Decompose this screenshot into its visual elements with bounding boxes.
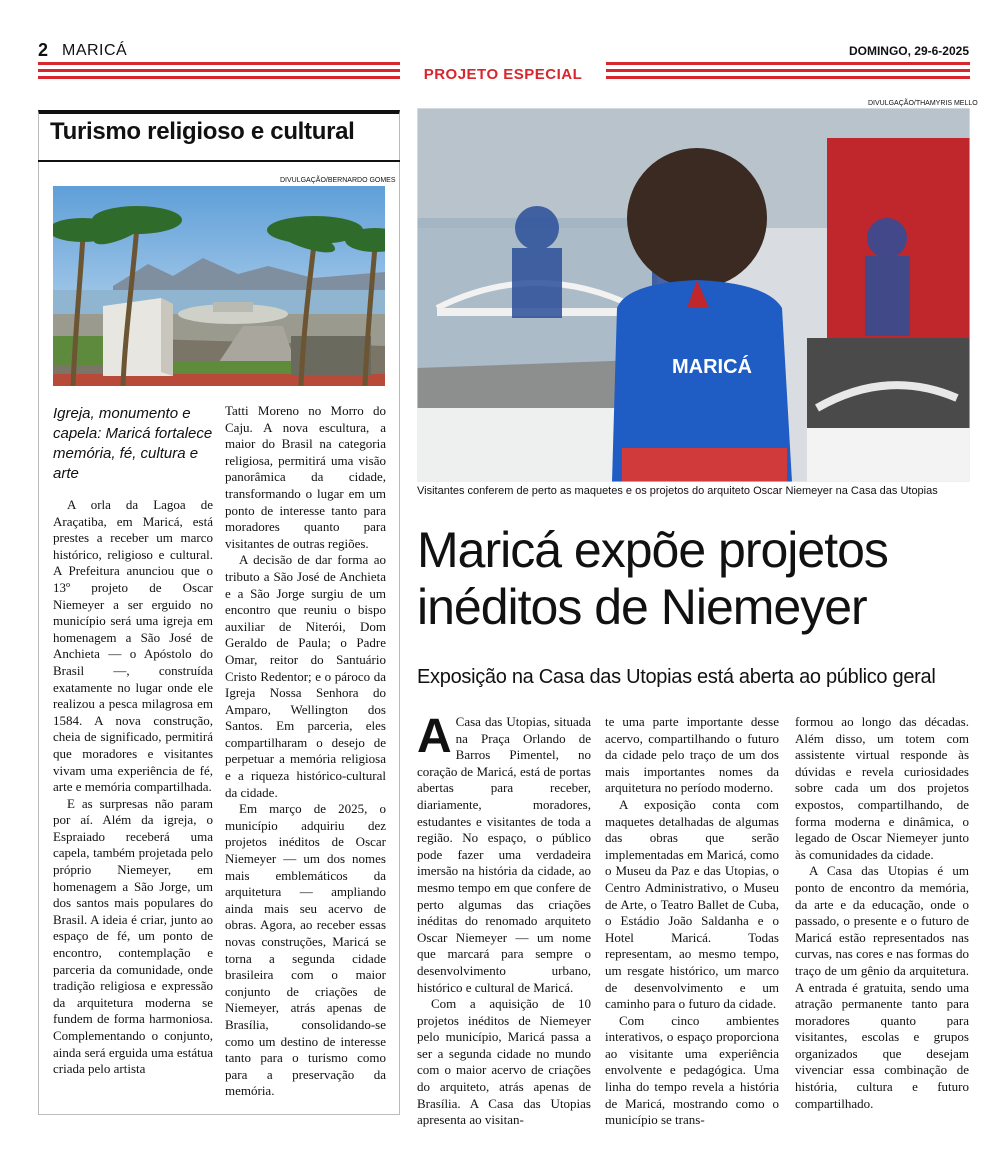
paragraph: A Casa das Utopias é um ponto de encontro da memória, da arte e da educação, onde o passado, o presente e o futuro de Maricá estão representados nas curvas, nas cores e nas formas do traço de um gênio da arquitetura. A entrada é gratuita, sendo uma atração permanente tanto para moradores quanto para visitantes, escolas e grupos organizados que desejam vivenciar essa combinação de história, cultura e futuro compartilhado.: [795, 863, 969, 1111]
main-photo: [417, 108, 970, 482]
paragraph: A orla da Lagoa de Araçatiba, em Maricá, está prestes a receber um marco histórico, religioso e cultural. A Prefeitura anunciou que o 13º projeto de Oscar Niemeyer a ser erguido no município será uma igreja em homenagem a São José de Anchieta — o Apóstolo do Brasil —, construída exatamente no lugar onde ele realizou a pesca milagrosa em 1584. A nova construção, cheia de significado, permitirá que moradores e visitantes vivam uma experiência de fé, arte e memória compartilhada.: [53, 497, 213, 795]
main-photo-caption: Visitantes conferem de perto as maquetes e os projetos do arquiteto Oscar Niemeyer na Casa das Utopias: [417, 485, 938, 497]
sidebar-photo-credit: DIVULGAÇÃO/BERNARDO GOMES: [280, 177, 396, 184]
paragraph: A decisão de dar forma ao tributo a São José de Anchieta e a São Jorge surgiu de um encontro que reuniu o bispo auxiliar de Niterói, Dom Geraldo de Paula; o Padre Omar, reitor do Santuário Cristo Redentor; e o pároco da Igreja Nossa Senhora do Amparo, Wellington dos Santos. Em parceria, eles compartilharam o desejo de perpetuar a memória religiosa e a riqueza histórico-cultural da cidade.: [225, 552, 386, 800]
main-column-1: [417, 710, 591, 1129]
lagoon-monument-illustration: [53, 186, 385, 386]
paragraph-text: Casa das Utopias, situada na Praça Orlando de Barros Pimentel, no coração de Maricá, está de portas abertas para receber, diariamente, moradores, estudantes e visitantes de toda a região. No espaço, o público pode fazer uma verdadeira imersão na história da cidade, ao mesmo tempo em que confere de perto algumas das criações inéditas do renomado arquiteto Oscar Niemeyer — um nome que marcará para sempre o desenvolvimento urbano, histórico e cultural de Maricá.: [417, 714, 591, 995]
main-photo-credit: DIVULGAÇÃO/THAMYRIS MELLO: [868, 100, 978, 107]
header-stripes-right: [606, 62, 970, 86]
shirt-text: MARICÁ: [672, 356, 752, 378]
drop-cap: A: [417, 710, 452, 763]
paragraph: [417, 710, 591, 996]
sidebar-deck: Igreja, monumento e capela: Maricá fortalece memória, fé, cultura e arte: [53, 405, 213, 482]
main-column-3: [795, 714, 969, 1112]
paragraph: Com cinco ambientes interativos, o espaço proporciona ao visitante uma experiência envolvente e pedagógica. Uma linha do tempo revela a história de Maricá, mostrando como o município se trans-: [605, 1012, 779, 1128]
paragraph: Tatti Moreno no Morro do Caju. A nova escultura, a maior do Brasil na categoria religiosa, permitirá uma visão panorâmica da cidade, transformando o lugar em um ponto de interesse tanto para moradores quanto para visitantes de outras regiões.: [225, 403, 386, 551]
sidebar-title: Turismo religioso e cultural: [50, 118, 355, 145]
paragraph: te uma parte importante desse acervo, compartilhando o futuro da cidade pelo traço de um dos mais importantes nomes da arquitetura no período moderno.: [605, 714, 779, 796]
sidebar-title-rule: [38, 160, 400, 162]
main-column-2: [605, 714, 779, 1129]
main-subheadline: Exposição na Casa das Utopias está aberta ao público geral: [417, 666, 936, 688]
paragraph: E as surpresas não param por aí. Além da igreja, o Espraiado receberá uma capela, também projetada pelo próprio Niemeyer, em homenagem a São Jorge, um dos santos mais populares do Brasil. A ideia é criar, junto ao espaço de fé, um ponto de encontro, contemplação e parceria da comunidade, onde tradição religiosa e expressão da arquitetura moderna se fundem de forma harmoniosa. Complementando o conjunto, ainda será erguida uma estátua criada pelo artista: [53, 795, 213, 1077]
sidebar-photo: [53, 186, 385, 386]
paragraph: Em março de 2025, o município adquiriu dez projetos inéditos de Oscar Niemeyer — um dos nomes mais emblemáticos da arquitetura — ampliando ainda mais seu acervo de obras. Agora, ao receber essas novas construções, Maricá se torna a segunda cidade brasileira com o maior conjunto de criações de Niemeyer, atrás apenas de Brasília, consolidando-se como um destino de interesse tanto para o turismo como para a preservação da memória.: [225, 801, 386, 1099]
section-kicker: PROJETO ESPECIAL: [423, 66, 583, 83]
paragraph: Com a aquisição de 10 projetos inéditos de Niemeyer pelo município, Maricá passa a ser a segunda cidade no mundo com o maior acervo de criações do arquiteto, atrás apenas de Brasília. A Casa das Utopias apresenta ao visitan-: [417, 996, 591, 1128]
header-stripes-left: [38, 62, 400, 86]
exhibition-photo-illustration: [417, 108, 970, 482]
edition-date: DOMINGO, 29-6-2025: [848, 44, 969, 58]
main-headline: Maricá expõe projetos inéditos de Niemeyer: [417, 522, 888, 635]
page-number: 2: [38, 40, 49, 60]
sidebar-column-1: [53, 497, 213, 1078]
sidebar-column-2: [225, 403, 386, 1100]
paragraph: A exposição conta com maquetes detalhadas de algumas das obras que serão implementadas em Maricá, como o Museu da Paz e das Utopias, o Centro Administrativo, o Museu de Arte, o Teatro Ballet de Cuba, o Estádio João Saldanha e o Hotel Maricá. Todas representam, ao mesmo tempo, um resgate histórico, um marco de desenvolvimento e um caminho para o futuro da cidade.: [605, 796, 779, 1012]
paragraph: formou ao longo das décadas. Além disso, um totem com assistente virtual responde às dúvidas e revela curiosidades sobre cada um dos projetos expostos, compartilhando, de forma moderna e dinâmica, o legado de Oscar Niemeyer junto às comunidades da cidade.: [795, 714, 969, 862]
section-name: MARICÁ: [62, 42, 128, 59]
